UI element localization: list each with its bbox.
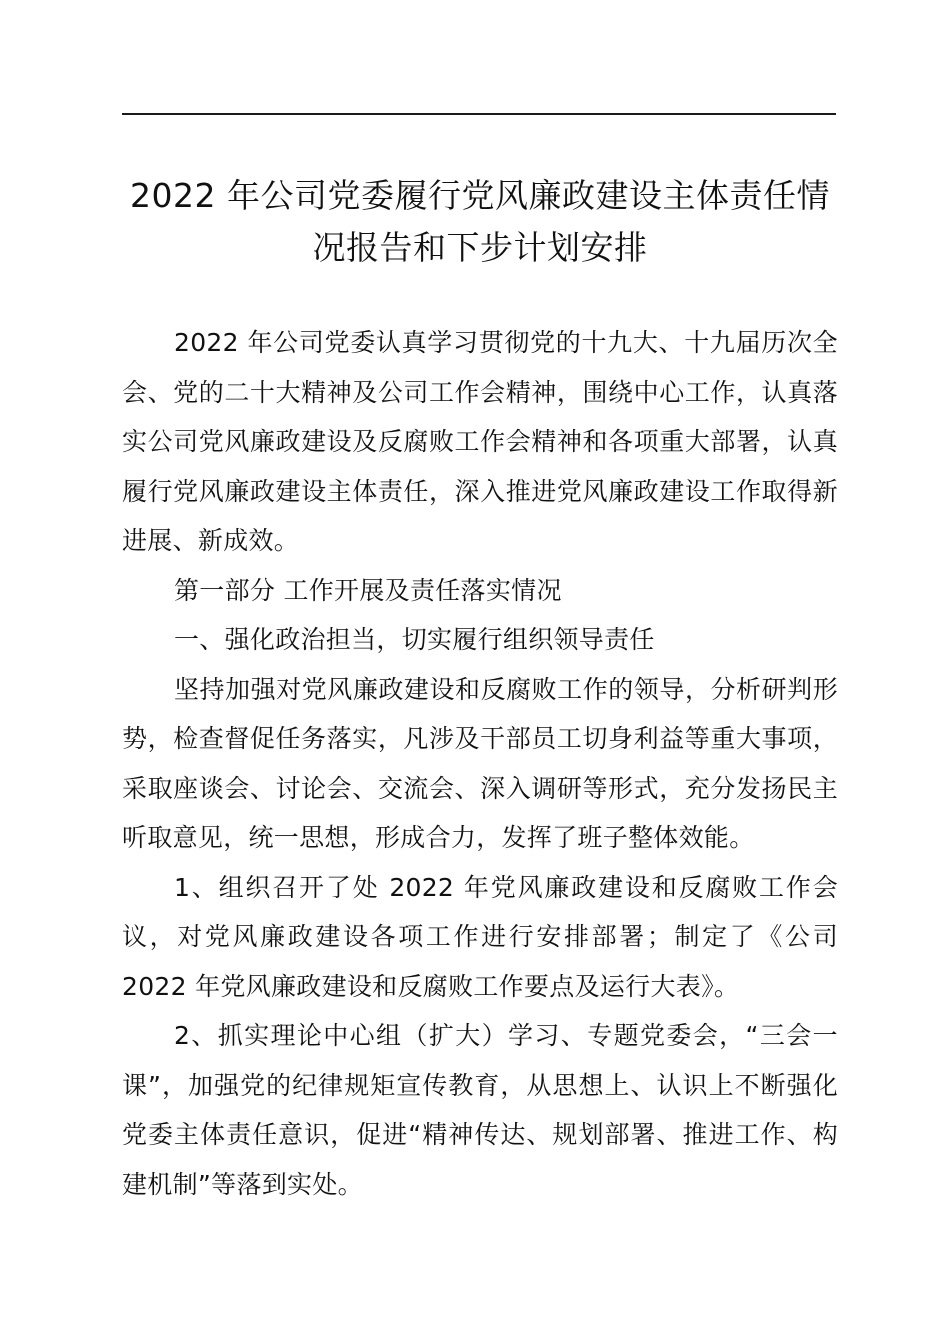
section-one-heading: 一、强化政治担当，切实履行组织领导责任 (174, 625, 655, 654)
title-line-1: 2022 年公司党委履行党风廉政建设主体责任情 (130, 176, 830, 215)
header-rule (122, 113, 836, 115)
document-body (122, 318, 838, 1209)
item-2-paragraph: 2、抓实理论中心组（扩大）学习、专题党委会，“三会一课”，加强党的纪律规矩宣传教育，从思想上、认识上不断强化党委主体责任意识，促进“精神传达、规划部署、推进工作、构建机制”等落到实处。 (122, 1021, 838, 1199)
item-1-paragraph: 1、组织召开了处 2022 年党风廉政建设和反腐败工作会议，对党风廉政建设各项工作进行安排部署；制定了《公司 2022 年党风廉政建设和反腐败工作要点及运行大表》。 (122, 872, 838, 1001)
document-title (110, 170, 850, 274)
section-one-paragraph: 坚持加强对党风廉政建设和反腐败工作的领导，分析研判形势，检查督促任务落实，凡涉及干部员工切身利益等重大事项，采取座谈会、讨论会、交流会、深入调研等形式，充分发扬民主听取意见，统一思想，形成合力，发挥了班子整体效能。 (122, 674, 838, 852)
title-line-2: 况报告和下步计划安排 (312, 228, 648, 267)
part-one-heading: 第一部分 工作开展及责任落实情况 (174, 575, 562, 605)
intro-paragraph: 2022 年公司党委认真学习贯彻党的十九大、十九届历次全会、党的二十大精神及公司工作会精神，围绕中心工作，认真落实公司党风廉政建设及反腐败工作会精神和各项重大部署，认真履行党风廉政建设主体责任，深入推进党风廉政建设工作取得新进展、新成效。 (122, 328, 838, 555)
